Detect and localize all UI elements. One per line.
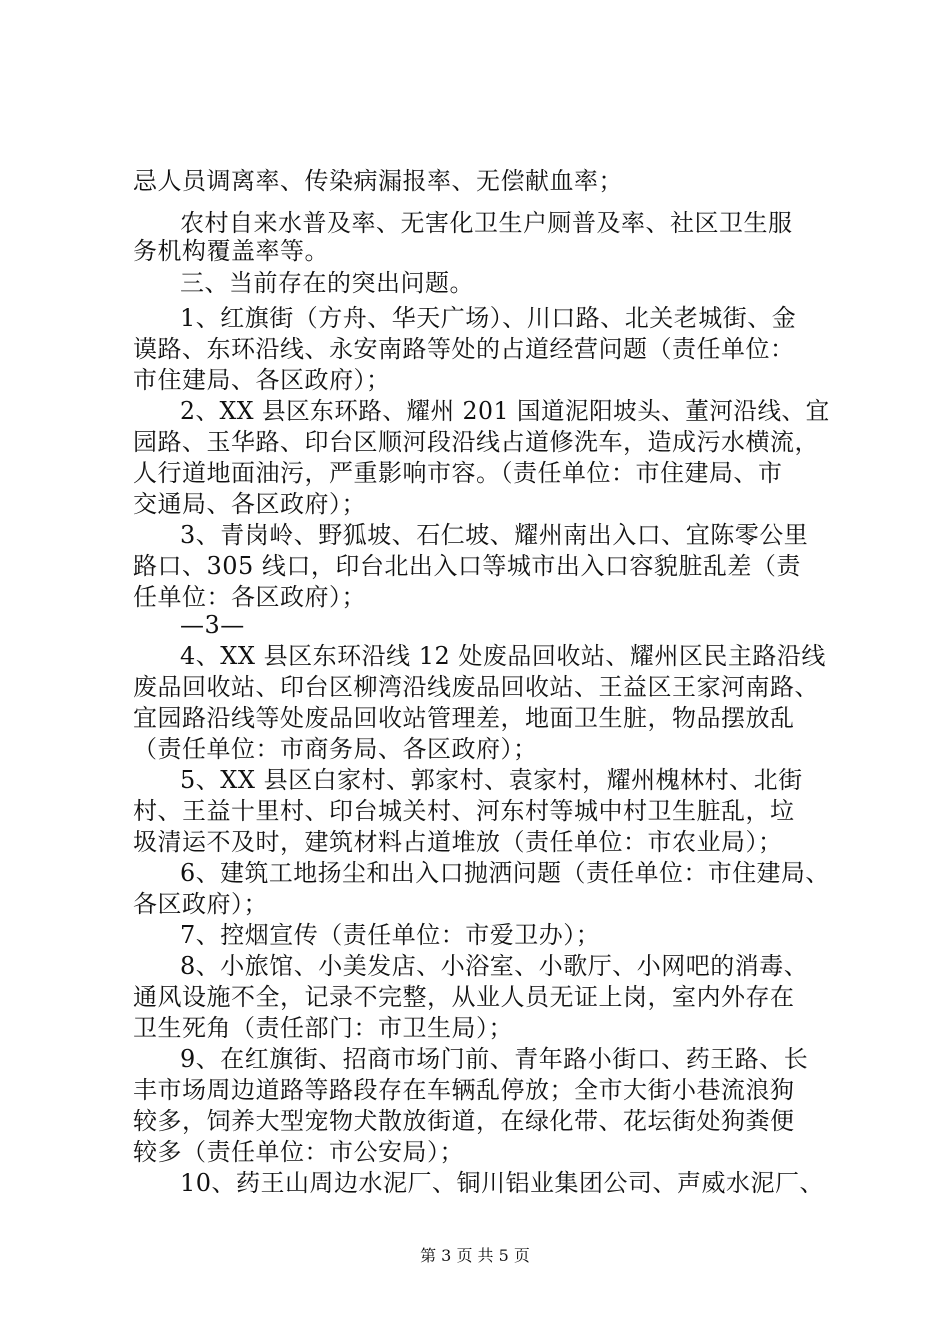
text-line: 各区政府）； — [133, 890, 268, 918]
text-line: 3、青岗岭、野狐坡、石仁坡、耀州南出入口、宜陈零公里 — [180, 521, 809, 549]
text-line: 任单位：各区政府）； — [133, 583, 366, 611]
text-line: 通风设施不全，记录不完整，从业人员无证上岗，室内外存在 — [133, 983, 795, 1011]
text-line: 市住建局、各区政府）； — [133, 366, 391, 394]
text-line: 8、小旅馆、小美发店、小浴室、小歌厅、小网吧的消毒、 — [180, 952, 809, 980]
text-line: 农村自来水普及率、无害化卫生户厕普及率、社区卫生服 — [180, 209, 793, 237]
text-line: 丰市场周边道路等路段存在车辆乱停放；全市大街小巷流浪狗 — [133, 1076, 795, 1104]
text-line: 宜园路沿线等处废品回收站管理差，地面卫生脏，物品摆放乱 — [133, 704, 795, 732]
text-line: 10、药王山周边水泥厂、铜川铝业集团公司、声威水泥厂、 — [180, 1169, 825, 1197]
text-line: 圾清运不及时，建筑材料占道堆放（责任单位：市农业局）； — [133, 828, 783, 856]
text-line: 务机构覆盖率等。 — [133, 237, 329, 265]
text-line: 6、建筑工地扬尘和出入口抛洒问题（责任单位：市住建局、 — [180, 859, 830, 887]
text-line: 卫生死角（责任部门：市卫生局）； — [133, 1014, 513, 1042]
text-line: 人行道地面油污，严重影响市容。（责任单位：市住建局、市 — [133, 459, 783, 487]
text-line: 较多，饲养大型宠物犬散放街道，在绿化带、花坛街处狗粪便 — [133, 1107, 795, 1135]
text-line: 村、王益十里村、印台城关村、河东村等城中村卫生脏乱，垃 — [133, 797, 795, 825]
text-line: 园路、玉华路、印台区顺河段沿线占道修洗车，造成污水横流， — [133, 428, 819, 456]
text-line: 交通局、各区政府）； — [133, 490, 366, 518]
text-line: 废品回收站、印台区柳湾沿线废品回收站、王益区王家河南路、 — [133, 673, 819, 701]
text-line: 5、XX 县区白家村、郭家村、袁家村，耀州槐林村、北街 — [180, 766, 803, 794]
text-line: 4、XX 县区东环沿线 12 处废品回收站、耀州区民主路沿线 — [180, 642, 826, 670]
text-line: 较多（责任单位：市公安局）； — [133, 1138, 464, 1166]
text-line: 忌人员调离率、传染病漏报率、无偿献血率； — [133, 167, 623, 195]
section-heading: 三、当前存在的突出问题。 — [180, 269, 474, 297]
text-line: 2、XX 县区东环路、耀州 201 国道泥阳坡头、董河沿线、宜 — [180, 397, 830, 425]
page-marker: —3— — [180, 611, 245, 639]
text-line: 路口、305 线口，印台北出入口等城市出入口容貌脏乱差（责 — [133, 552, 801, 580]
text-line: 9、在红旗街、招商市场门前、青年路小街口、药王路、长 — [180, 1045, 809, 1073]
text-line: 7、控烟宣传（责任单位：市爱卫办）； — [180, 921, 601, 949]
text-line: 谟路、东环沿线、永安南路等处的占道经营问题（责任单位： — [133, 335, 795, 363]
text-line: 1、红旗街（方舟、华天广场）、川口路、北关老城街、金 — [180, 304, 797, 332]
page-footer: 第 3 页 共 5 页 — [420, 1246, 530, 1265]
text-line: （责任单位：市商务局、各区政府）； — [133, 735, 538, 763]
